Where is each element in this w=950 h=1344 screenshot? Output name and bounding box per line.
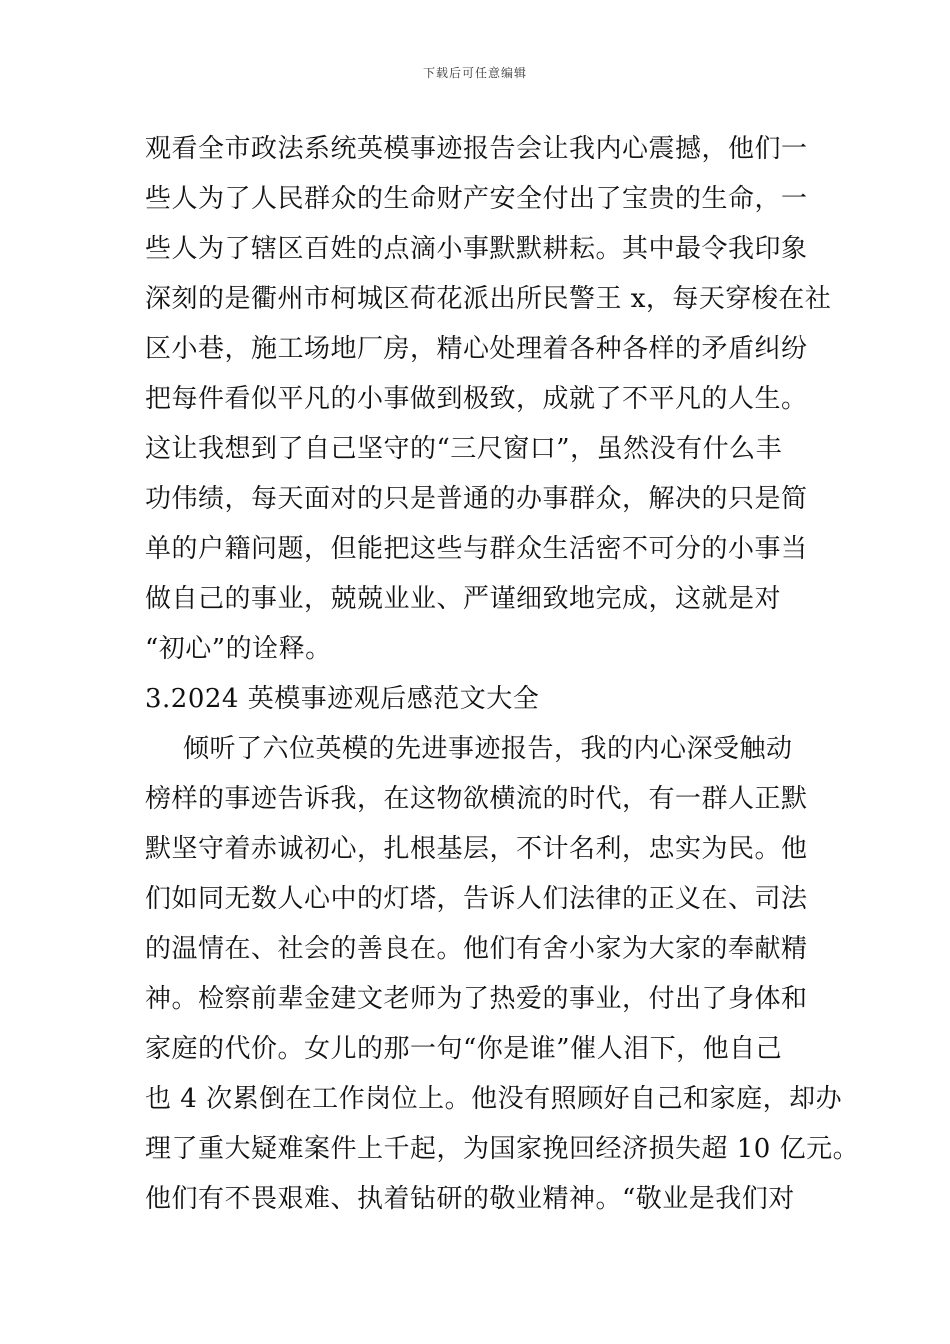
page-header-note: 下载后可任意编辑 xyxy=(422,66,527,80)
text-line: 榜样的事迹告诉我，在这物欲横流的时代，有一群人正默 xyxy=(145,784,808,814)
document-body xyxy=(145,124,860,1224)
text-line: 们如同无数人心中的灯塔，告诉人们法律的正义在、司法 xyxy=(145,884,808,914)
text-line: 区小巷，施工场地厂房，精心处理着各种各样的矛盾纠纷 xyxy=(145,334,808,364)
text-line: 他们有不畏艰难、执着钻研的敬业精神。“敬业是我们对 xyxy=(145,1184,795,1214)
text-line: 深刻的是衢州市柯城区荷花派出所民警王 x，每天穿梭在社 xyxy=(145,284,832,314)
text-line: 观看全市政法系统英模事迹报告会让我内心震撼，他们一 xyxy=(145,134,808,164)
text-line: 做自己的事业，兢兢业业、严谨细致地完成，这就是对 xyxy=(145,584,782,614)
text-line: 家庭的代价。女儿的那一句“你是谁”催人泪下，他自己 xyxy=(145,1034,783,1064)
paragraph-first-line: 倾听了六位英模的先进事迹报告，我的内心深受触动 xyxy=(183,734,793,764)
text-line: 这让我想到了自己坚守的“三尺窗口”，虽然没有什么丰 xyxy=(145,434,783,464)
text-line: 默坚守着赤诚初心，扎根基层，不计名利，忠实为民。他 xyxy=(145,834,808,864)
text-line: “初心”的诠释。 xyxy=(145,634,332,664)
text-line: 把每件看似平凡的小事做到极致，成就了不平凡的人生。 xyxy=(145,384,808,414)
text-line: 功伟绩，每天面对的只是普通的办事群众，解决的只是简 xyxy=(145,484,808,514)
section-heading: 3.2024 英模事迹观后感范文大全 xyxy=(145,684,540,714)
text-line: 的温情在、社会的善良在。他们有舍小家为大家的奉献精 xyxy=(145,934,808,964)
text-line: 也 4 次累倒在工作岗位上。他没有照顾好自己和家庭，却办 xyxy=(145,1084,843,1114)
text-line: 单的户籍问题，但能把这些与群众生活密不可分的小事当 xyxy=(145,534,808,564)
text-line: 理了重大疑难案件上千起，为国家挽回经济损失超 10 亿元。 xyxy=(145,1134,860,1164)
text-line: 些人为了辖区百姓的点滴小事默默耕耘。其中最令我印象 xyxy=(145,234,808,264)
text-line: 神。检察前辈金建文老师为了热爱的事业，付出了身体和 xyxy=(145,984,808,1014)
text-line: 些人为了人民群众的生命财产安全付出了宝贵的生命，一 xyxy=(145,184,808,214)
